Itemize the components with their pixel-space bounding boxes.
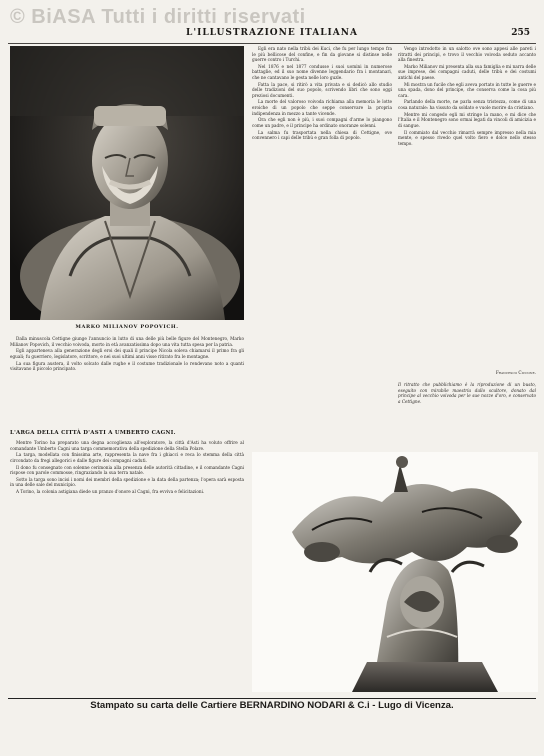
portrait-bust-image [10,46,244,320]
right-column-text [398,46,536,366]
paragraph: Parlando della morte, ne parla senza tristezza, come di una cosa naturale: ha vissuto da soldato e vuole morire da cristiano. [398,99,536,111]
header-rule [8,43,536,44]
paragraph: Il dono fu consegnato con solenne cerimonia alla presenza delle autorità cittadine, e il comandante Cagni rispose con parole commosse, ringraziando la sua terra natale. [10,464,244,476]
paragraph: Mentre Torino ha preparato una degna accoglienza all'esploratore, la città d'Asti ha voluto offrire al comandante Umberto Cagni una targa commemorativa della spedizione della Stella Polare. [10,440,244,451]
paragraph: Mi mostra un fucile che egli aveva portato in tutte le guerre e una spada, dono del principe, che conserva come la cosa più cara. [398,81,536,98]
targa-sculpture-image [252,452,538,692]
paragraph: Mentre mi congedo egli mi stringe la mano, e mi dice che l'Italia e il Montenegro sono ormai legati da vincoli di amicizia e di sangue. [398,111,536,128]
left-column-targa-text [10,440,244,694]
paragraph: Dalla minuscola Cettigne giunge l'annuncio in lutto di una delle più belle figure del Montenegro, Marko Milianov Popovich, il vecchio voivoda, morto in età avanzatissima dopo una vita tutta spesa per la patria. [10,336,244,347]
watermark: © BiASA Tutti i diritti riservati [10,6,306,28]
paragraph: Marko Milianov mi presenta alla sua famiglia e mi narra delle sue imprese, dei compagni caduti, delle tribù e dei costumi antichi del paese. [398,63,536,80]
left-column-article-text [10,336,244,428]
paragraph: Sotto la targa sono incisi i nomi dei membri della spedizione e la data della partenza; l'opera sarà esposta in una delle sale del municipio. [10,476,244,488]
portrait-bust-drawing [10,46,244,320]
portrait-caption: MARKO MILIANOV POPOVICH. [75,324,179,330]
paragraph: Fatta la pace, si ritirò a vita privata e si dedicò allo studio delle tradizioni del suo popolo, scrivendo libri che sono oggi preziosi documenti. [252,81,392,98]
section-title: L'ARGA DELLA CITTÀ D'ASTI A UMBERTO CAGNI. [10,430,176,436]
author-signature: Francesco Ciccone. [495,370,536,375]
paragraph: Vengo introdotto in un salotto ove sono appesi alle pareti i ritratti dei principi, e trovo il vecchio voivoda seduto accanto alla finestra. [398,46,536,63]
paragraph: Egli era nato nella tribù dei Kuci, che fu per lungo tempo fra le più bellicose del confine, e fin da giovane si distinse nelle guerre contro i Turchi. [252,46,392,63]
paragraph: Il commiato dal vecchio rimarrà sempre impresso nella mia mente, e spesso rivedo quel volto fiero e dolce nello stesso tempo. [398,129,536,146]
targa-sculpture-drawing [252,452,538,692]
italic-note: Il ritratto che pubblichiamo è la riproduzione di un busto, eseguito con mirabile maestria dallo scultore, donato dal principe al vecchio voivoda per le sue nozze d'oro, e conservato a Cettigne. [398,382,536,404]
page-number: 255 [511,28,530,38]
paragraph: Egli apparteneva alla generazione degli eroi dei quali il principe Nicola soleva chiamarsi il primo fra gli eguali; fu guerriero, legislatore, scrittore, e nei suoi ultimi anni visse ritirato fra le montagne. [10,348,244,359]
printer-footer: Stampato su carta delle Cartiere BERNARDINO NODARI & C.i - Lugo di Vicenza. [8,698,536,711]
paragraph: Nel 1876 e nel 1877 condusse i suoi uomini in numerose battaglie, ed il suo nome divenne leggendario fra i montanari, che ne cantavano le gesta nelle loro guzle. [252,63,392,80]
middle-column-text [252,46,392,448]
paragraph: Ora che egli non è più, i suoi compagni d'arme lo piangono come un padre, e il principe ha ordinato onoranze solenni. [252,117,392,128]
paragraph: La targa, modellata con finissima arte, rappresenta la nave fra i ghiacci e reca lo stemma della città circondato da fregi allegorici e dalle figure dei compagni caduti. [10,452,244,463]
paragraph: A Torino, la colonia astigiana diede un pranzo d'onore al Cagni, fra evviva e felicitazioni. [16,489,205,495]
paragraph: La salma fu trasportata nella chiesa di Cettigne, ove convennero i capi delle tribù e gran folla di popolo. [252,129,392,141]
paragraph: La morte del valoroso voivoda richiama alla memoria le lotte eroiche di un popolo che seppe conservare la propria indipendenza in mezzo a tante vicende. [252,99,392,116]
magazine-title: L'ILLUSTRAZIONE ITALIANA [186,28,358,38]
paragraph: La sua figura austera, il volto solcato dalle rughe e il costume tradizionale lo rendevano noto a quanti visitavano il piccolo principato. [10,360,244,372]
page-header [0,28,544,42]
